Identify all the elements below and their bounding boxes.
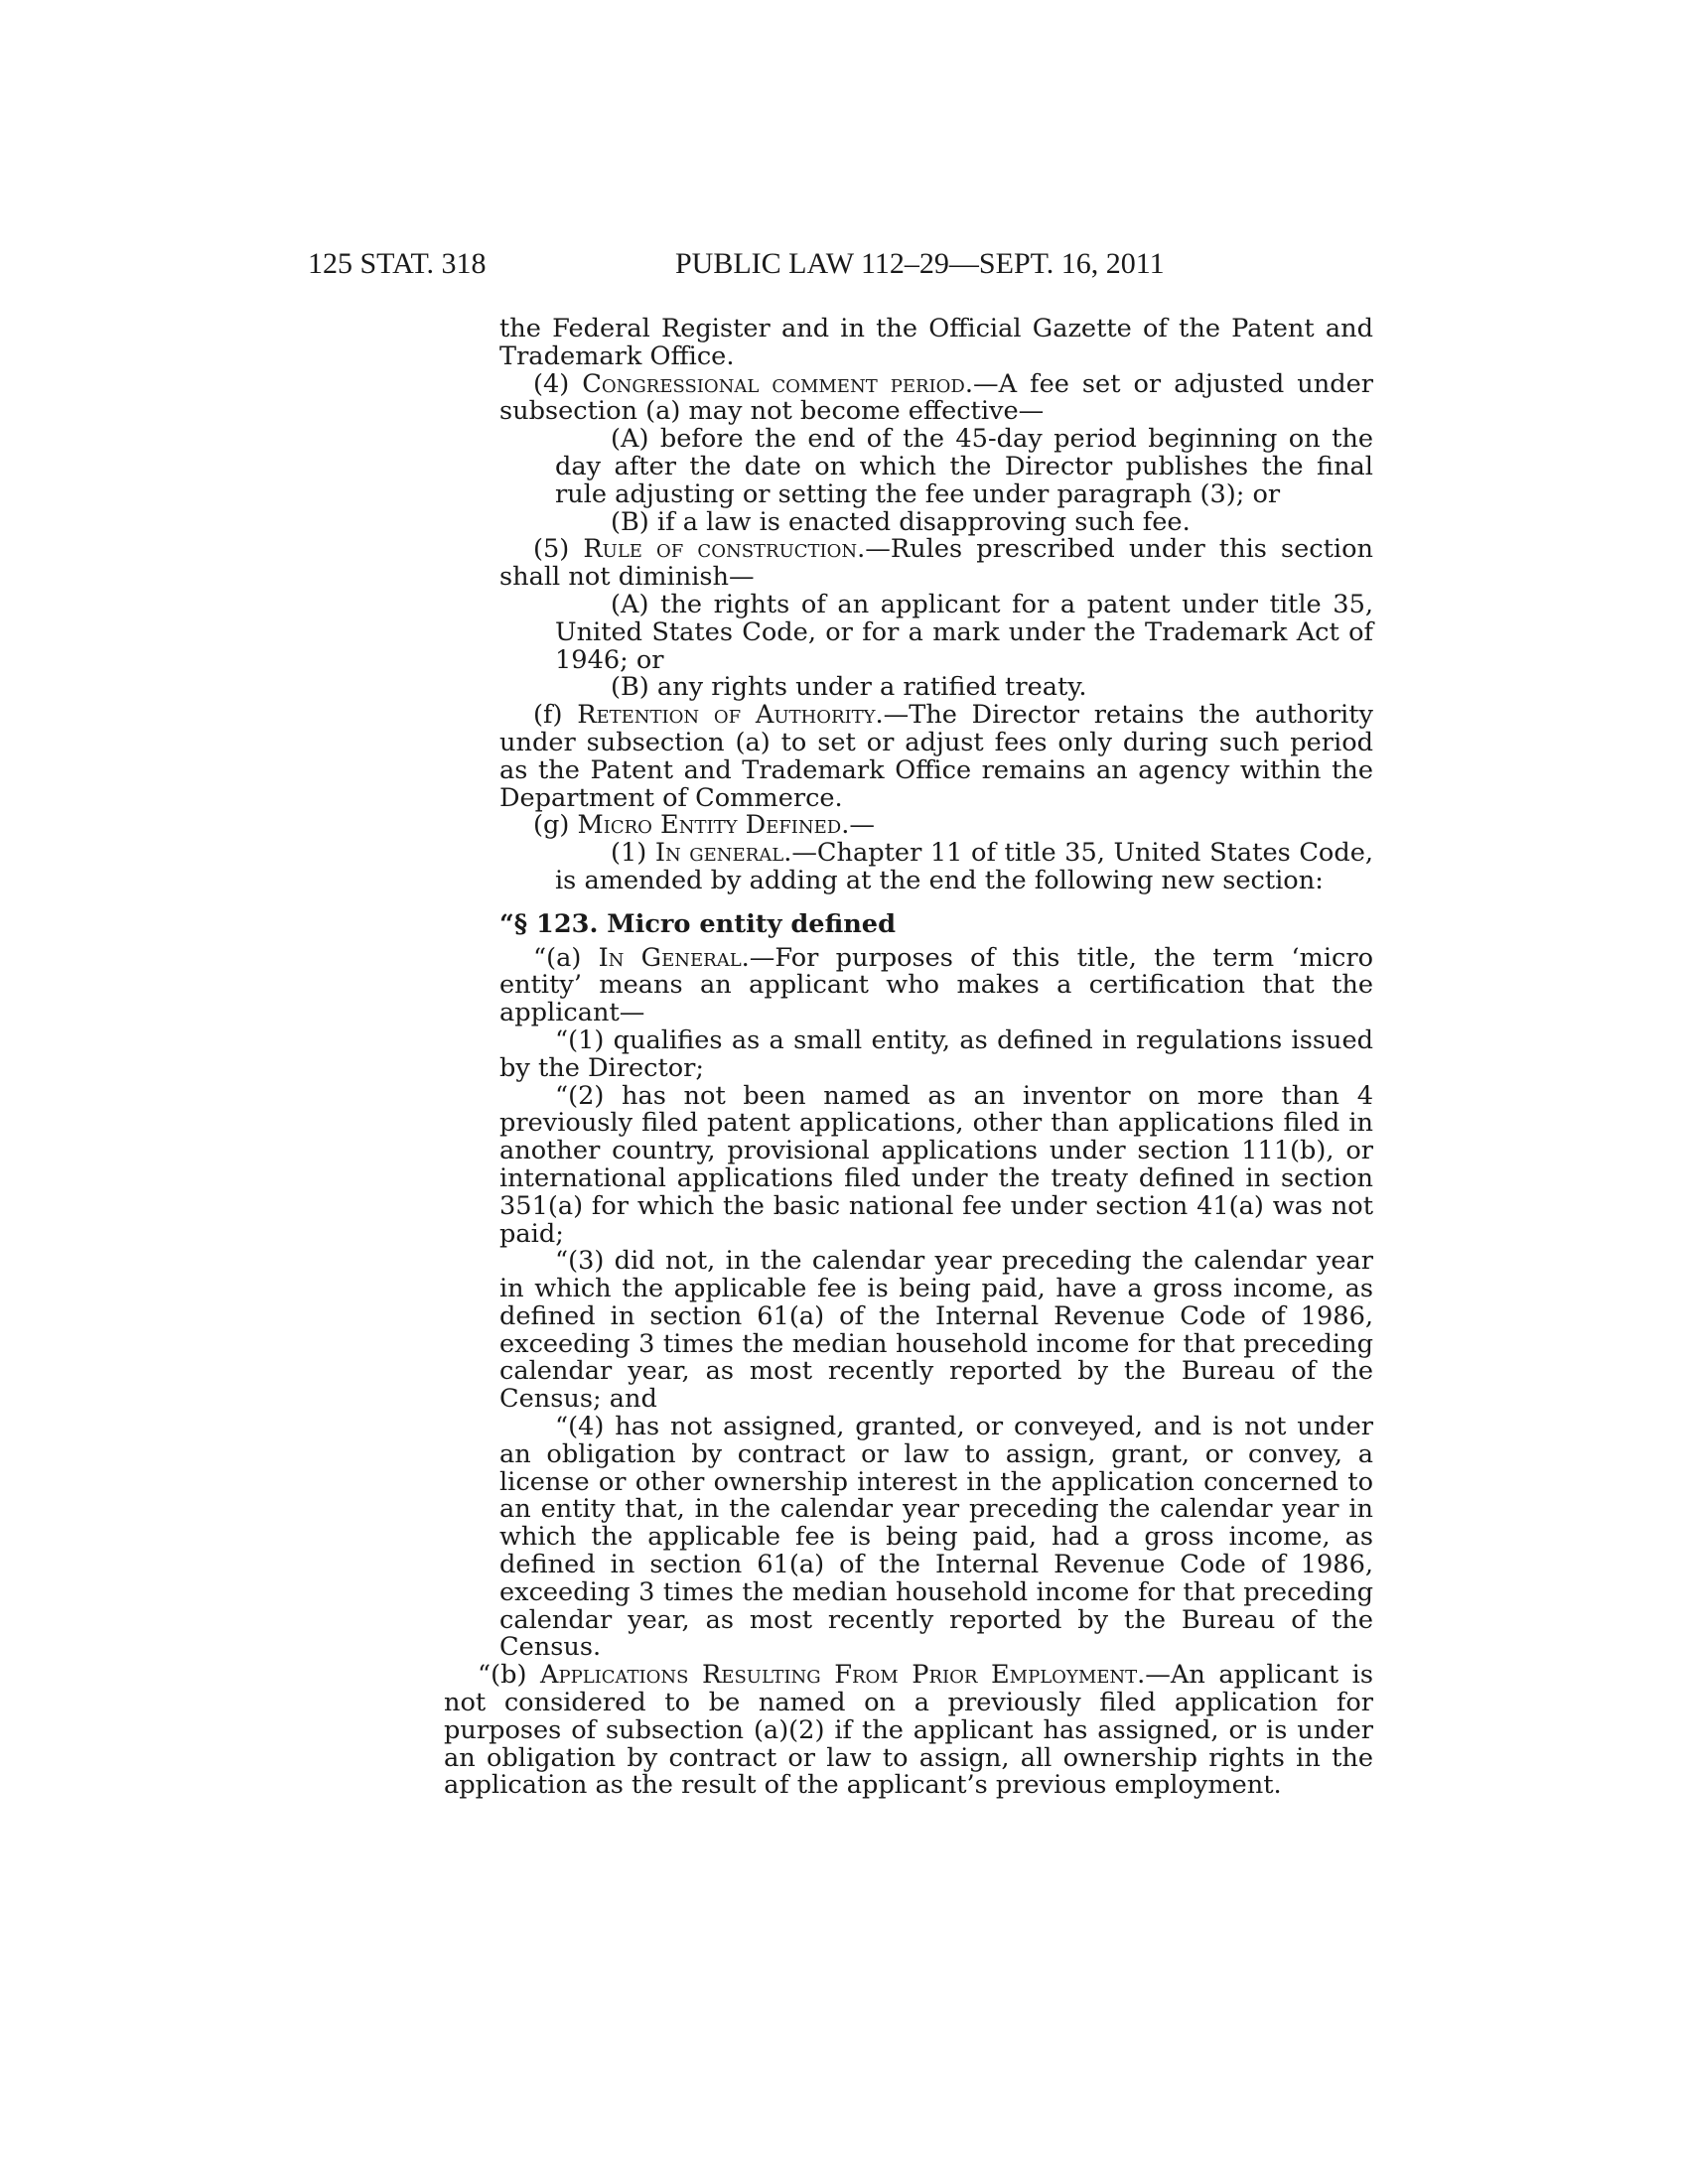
subsection-f-retention-of-authority: (f) Retention of Authority.—The Director retains the authority under subsection (a) to set or adjust fees only during such period as the Patent and Trademark Office remains an agency within the Department of Commerce. xyxy=(499,700,1373,813)
subsection-123a-in-general: “(a) In General.—For purposes of this title, the term ‘micro entity’ means an applicant who makes a certification that the applicant— xyxy=(499,942,1373,1028)
run-in-heading: In General xyxy=(598,942,742,973)
paragraph-continued: the Federal Register and in the Official Gazette of the Patent and Trademark Office. xyxy=(499,314,1373,371)
paragraph-123a1: “(1) qualifies as a small entity, as defined in regulations issued by the Director; xyxy=(499,1024,1373,1083)
subparagraph-4b: (B) if a law is enacted disapproving such fee. xyxy=(611,506,1191,537)
run-in-heading: Applications Resulting From Prior Employment xyxy=(539,1660,1138,1691)
subparagraph-5b: (B) any rights under a ratified treaty. xyxy=(611,672,1087,703)
running-header-title: PUBLIC LAW 112–29—SEPT. 16, 2011 xyxy=(675,247,1165,280)
document-body xyxy=(444,314,1373,1801)
paragraph-4-congressional-comment: (4) Congressional comment period.—A fee set or adjusted under subsection (a) may not become effective— xyxy=(499,368,1373,427)
paragraph-123a3: “(3) did not, in the calendar year preceding the calendar year in which the applicable fee is being paid, have a gross income, as defined in section 61(a) of the Internal Revenue Code of 1986, exceeding 3 times the median household income for that preceding calendar year, as most recently reported by the Bureau of the Census; and xyxy=(499,1246,1373,1415)
run-in-heading: Micro Entity Defined xyxy=(577,810,842,841)
subsection-123b-prior-employment: “(b) Applications Resulting From Prior Employment.—An applicant is not considered to be named on a previously filed application for purposes of subsection (a)(2) if the applicant has assigned, or is under an obligation by contract or law to assign, all ownership rights in the application as the result of the applicant’s previous employment. xyxy=(444,1660,1373,1801)
paragraph-g1-in-general: (1) In general.—Chapter 11 of title 35, United States Code, is amended by adding at the end the following new section: xyxy=(555,838,1373,895)
run-in-heading: Retention of Authority xyxy=(577,700,876,731)
paragraph-5-rule-of-construction: (5) Rule of construction.—Rules prescribed under this section shall not diminish— xyxy=(499,534,1373,593)
paragraph-123a2: “(2) has not been named as an inventor on more than 4 previously filed patent applications, other than applications filed in another country, provisional applications under section 111(b), or international applications filed under the treaty defined in section 351(a) for which the basic national fee under section 41(a) was not paid; xyxy=(499,1080,1373,1249)
statute-page-number: 125 STAT. 318 xyxy=(308,247,487,280)
paragraph-123a4: “(4) has not assigned, granted, or conveyed, and is not under an obligation by contract or law to assign, grant, or convey, a license or other ownership interest in the application concerned to an entity that, in the calendar year preceding the calendar year in which the applicable fee is being paid, had a gross income, as defined in section 61(a) of the Internal Revenue Code of 1986, exceeding 3 times the median household income for that preceding calendar year, as most recently reported by the Bureau of the Census. xyxy=(499,1412,1373,1663)
subsection-g-micro-entity-defined: (g) Micro Entity Defined.— xyxy=(533,810,875,841)
run-in-heading: Congressional comment period xyxy=(582,368,965,399)
subparagraph-4a: (A) before the end of the 45-day period beginning on the day after the date on which the Director publishes the final rule adjusting or setting the fee under paragraph (3); or xyxy=(555,424,1373,509)
section-123-heading: “§ 123. Micro entity defined xyxy=(499,908,896,939)
run-in-heading: Rule of construction xyxy=(583,534,858,565)
run-in-heading: In general xyxy=(654,838,784,869)
subparagraph-5a: (A) the rights of an applicant for a patent under title 35, United States Code, or for a mark under the Trademark Act of 1946; or xyxy=(555,589,1373,675)
